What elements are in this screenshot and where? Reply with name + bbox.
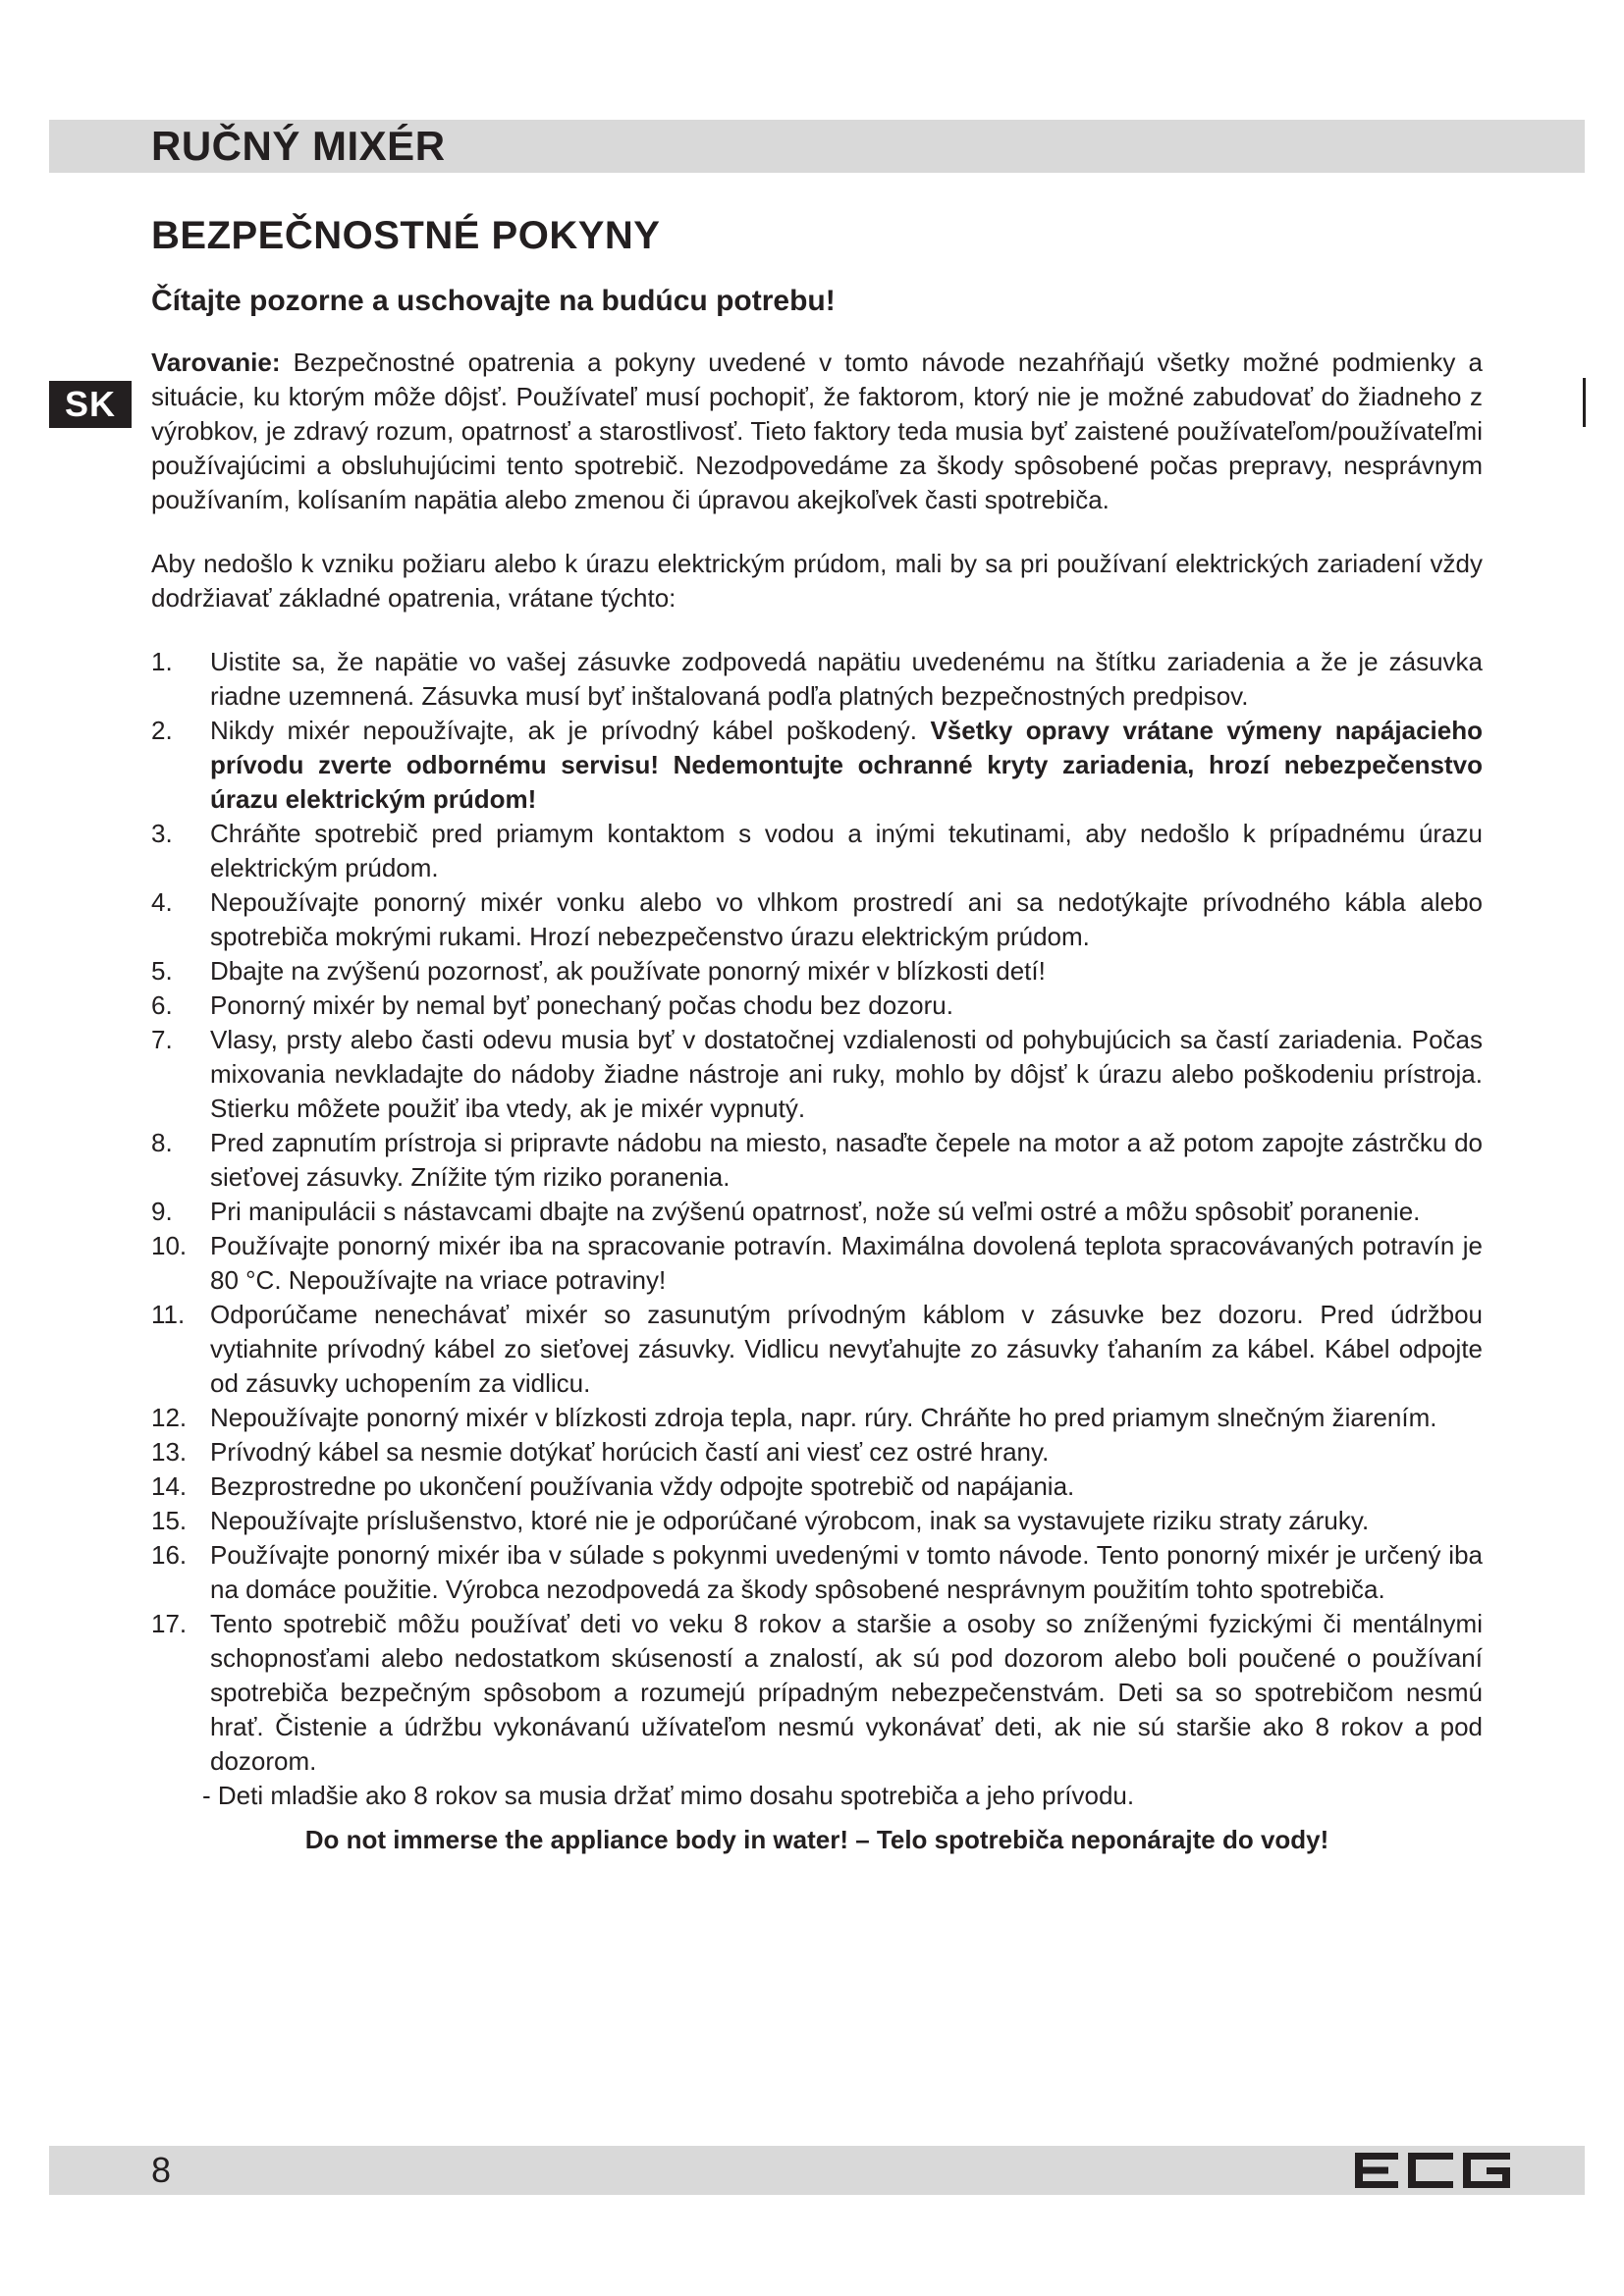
list-item-number: 7. bbox=[151, 1025, 173, 1054]
list-item-text: Chráňte spotrebič pred priamym kontaktom s vodou a inými tekutinami, aby nedošlo k prípadnému úrazu elektrickým prúdom. bbox=[210, 819, 1483, 882]
list-item-number: 3. bbox=[151, 819, 173, 848]
list-item bbox=[151, 885, 1483, 954]
list-item-text: Vlasy, prsty alebo časti odevu musia byť v dostatočnej vzdialenosti od pohybujúcich sa častí zariadenia. Počas mixovania nevkladajte do nádoby žiadne nástroje ani ruky, mohlo by dôjsť k úrazu alebo poškodeniu prístroja. Stierku môžete použiť iba vtedy, ak je mixér vypnutý. bbox=[210, 1025, 1483, 1123]
list-item bbox=[151, 1126, 1483, 1195]
list-item bbox=[151, 1469, 1483, 1504]
list-item bbox=[151, 1538, 1483, 1607]
list-item-number: 6. bbox=[151, 990, 173, 1020]
footer-bar bbox=[49, 2146, 1585, 2195]
section-subtitle: Čítajte pozorne a uschovajte na budúcu potrebu! bbox=[151, 285, 836, 317]
list-item-text: Uistite sa, že napätie vo vašej zásuvke zodpovedá napätiu uvedenému na štítku zariadenia a že je zásuvka riadne uzemnená. Zásuvka musí byť inštalovaná podľa platných bezpečnostných predpisov. bbox=[210, 647, 1483, 711]
list-item-text: Ponorný mixér by nemal byť ponechaný počas chodu bez dozoru. bbox=[210, 990, 953, 1020]
list-item bbox=[151, 1504, 1483, 1538]
list-item-text: Odporúčame nenechávať mixér so zasunutým prívodným káblom v zásuvke bez dozoru. Pred údržbou vytiahnite prívodný kábel zo sieťovej zásuvky. Vidlicu nevyťahujte zo zásuvky ťahaním za kábel. Kábel odpojte od zásuvky uchopením za vidlicu. bbox=[210, 1300, 1483, 1398]
header-bar bbox=[49, 120, 1585, 173]
list-item bbox=[151, 988, 1483, 1023]
list-item-text: Pred zapnutím prístroja si pripravte nádobu na miesto, nasaďte čepele na motor a až potom zapojte zástrčku do sieťovej zásuvky. Znížite tým riziko poranenia. bbox=[210, 1128, 1483, 1192]
list-item-text: Dbajte na zvýšenú pozornosť, ak používate ponorný mixér v blízkosti detí! bbox=[210, 956, 1046, 986]
list-item-text: Pri manipulácii s nástavcami dbajte na zvýšenú opatrnosť, nože sú veľmi ostré a môžu spôsobiť poranenie. bbox=[210, 1197, 1421, 1226]
dash-note: - Deti mladšie ako 8 rokov sa musia držať mimo dosahu spotrebiča a jeho prívodu. bbox=[202, 1781, 1135, 1810]
list-item-number: 9. bbox=[151, 1197, 173, 1226]
page-number: 8 bbox=[151, 2150, 172, 2190]
list-item bbox=[151, 1607, 1483, 1779]
brand-logo bbox=[1355, 2153, 1512, 2188]
list-item-number: 5. bbox=[151, 956, 173, 986]
list-item-text: Tento spotrebič môžu používať deti vo veku 8 rokov a staršie a osoby so zníženými fyzickými či mentálnymi schopnosťami alebo nedostatkom skúseností a znalostí, ak sú pod dozorom alebo boli poučené o používaní spotrebiča bezpečným spôsobom a rozumejú prípadným nebezpečenstvám. Deti sa so spotrebičom nesmú hrať. Čistenie a údržbu vykonávanú užívateľom nesmú vykonávať deti, ak nie sú staršie ako 8 rokov a pod dozorom. bbox=[210, 1609, 1483, 1776]
list-item-number: 13. bbox=[151, 1437, 188, 1467]
list-item bbox=[151, 1298, 1483, 1401]
intro-paragraph: Aby nedošlo k vzniku požiaru alebo k úrazu elektrickým prúdom, mali by sa pri používaní elektrických zariadení vždy dodržiavať základné opatrenia, vrátane týchto: bbox=[151, 549, 1483, 613]
list-item bbox=[151, 1401, 1483, 1435]
list-item-number: 8. bbox=[151, 1128, 173, 1157]
list-item bbox=[151, 817, 1483, 885]
list-item-number: 16. bbox=[151, 1540, 188, 1570]
list-item-number: 10. bbox=[151, 1231, 188, 1260]
list-item-number: 2. bbox=[151, 716, 173, 745]
warning-label: Varovanie: bbox=[151, 347, 281, 377]
content bbox=[151, 346, 1483, 1857]
margin-marker bbox=[1583, 378, 1586, 427]
list-item bbox=[151, 954, 1483, 988]
list-item-number: 12. bbox=[151, 1403, 188, 1432]
list-item-bold-text: Všetky opravy vrátane výmeny napájacieho prívodu zverte odbornému servisu! Nedemontujte ochranné kryty zariadenia, hrozí nebezpečenstvo úrazu elektrickým prúdom! bbox=[210, 716, 1483, 814]
list-item-text: Nikdy mixér nepoužívajte, ak je prívodný kábel poškodený. bbox=[210, 716, 931, 745]
list-item bbox=[151, 1435, 1483, 1469]
final-note: Do not immerse the appliance body in water! – Telo spotrebiča neponárajte do vody! bbox=[304, 1825, 1329, 1854]
list-item bbox=[151, 1195, 1483, 1229]
list-item-text: Prívodný kábel sa nesmie dotýkať horúcich častí ani viesť cez ostré hrany. bbox=[210, 1437, 1050, 1467]
warning-text: Bezpečnostné opatrenia a pokyny uvedené v tomto návode nezahŕňajú všetky možné podmienky a situácie, ku ktorým môže dôjsť. Používateľ musí pochopiť, že faktorom, ktorý nie je možné zabudovať do žiadneho z výrobkov, je zdravý rozum, opatrnosť a starostlivosť. Tieto faktory teda musia byť zaistené používateľom/používateľmi používajúcimi a obsluhujúcimi tento spotrebič. Nezodpovedáme za škody spôsobené počas prepravy, nesprávnym používaním, kolísaním napätia alebo zmenou či úpravou akejkoľvek časti spotrebiča. bbox=[151, 347, 1483, 514]
list-item-text: Nepoužívajte ponorný mixér vonku alebo vo vlhkom prostredí ani sa nedotýkajte prívodného kábla alebo spotrebiča mokrými rukami. Hrozí nebezpečenstvo úrazu elektrickým prúdom. bbox=[210, 887, 1483, 951]
list-item-text: Bezprostredne po ukončení používania vždy odpojte spotrebič od napájania. bbox=[210, 1471, 1075, 1501]
list-item bbox=[151, 1023, 1483, 1126]
list-item bbox=[151, 1229, 1483, 1298]
list-item-text: Používajte ponorný mixér iba na spracovanie potravín. Maximálna dovolená teplota spracovávaných potravín je 80 °C. Nepoužívajte na vriace potraviny! bbox=[210, 1231, 1483, 1295]
list-item-number: 15. bbox=[151, 1506, 188, 1535]
list-item-text: Nepoužívajte ponorný mixér v blízkosti zdroja tepla, napr. rúry. Chráňte ho pred priamym slnečným žiarením. bbox=[210, 1403, 1437, 1432]
language-tab: SK bbox=[49, 381, 132, 428]
list-item bbox=[151, 714, 1483, 817]
list-item-number: 1. bbox=[151, 647, 173, 676]
list-item-number: 17. bbox=[151, 1609, 188, 1638]
list-item-text: Používajte ponorný mixér iba v súlade s pokynmi uvedenými v tomto návode. Tento ponorný mixér je určený iba na domáce použitie. Výrobca nezodpovedá za škody spôsobené nesprávnym použitím tohto spotrebiča. bbox=[210, 1540, 1483, 1604]
list-item-number: 4. bbox=[151, 887, 173, 917]
list-item bbox=[151, 645, 1483, 714]
list-item-number: 14. bbox=[151, 1471, 188, 1501]
list-item-text: Nepoužívajte príslušenstvo, ktoré nie je odporúčané výrobcom, inak sa vystavujete riziku straty záruky. bbox=[210, 1506, 1370, 1535]
list-item-number: 11. bbox=[151, 1300, 186, 1329]
safety-list bbox=[151, 645, 1483, 1779]
document-title: RUČNÝ MIXÉR bbox=[151, 123, 446, 169]
warning-paragraph bbox=[151, 346, 1483, 517]
section-title: BEZPEČNOSTNÉ POKYNY bbox=[151, 214, 661, 257]
